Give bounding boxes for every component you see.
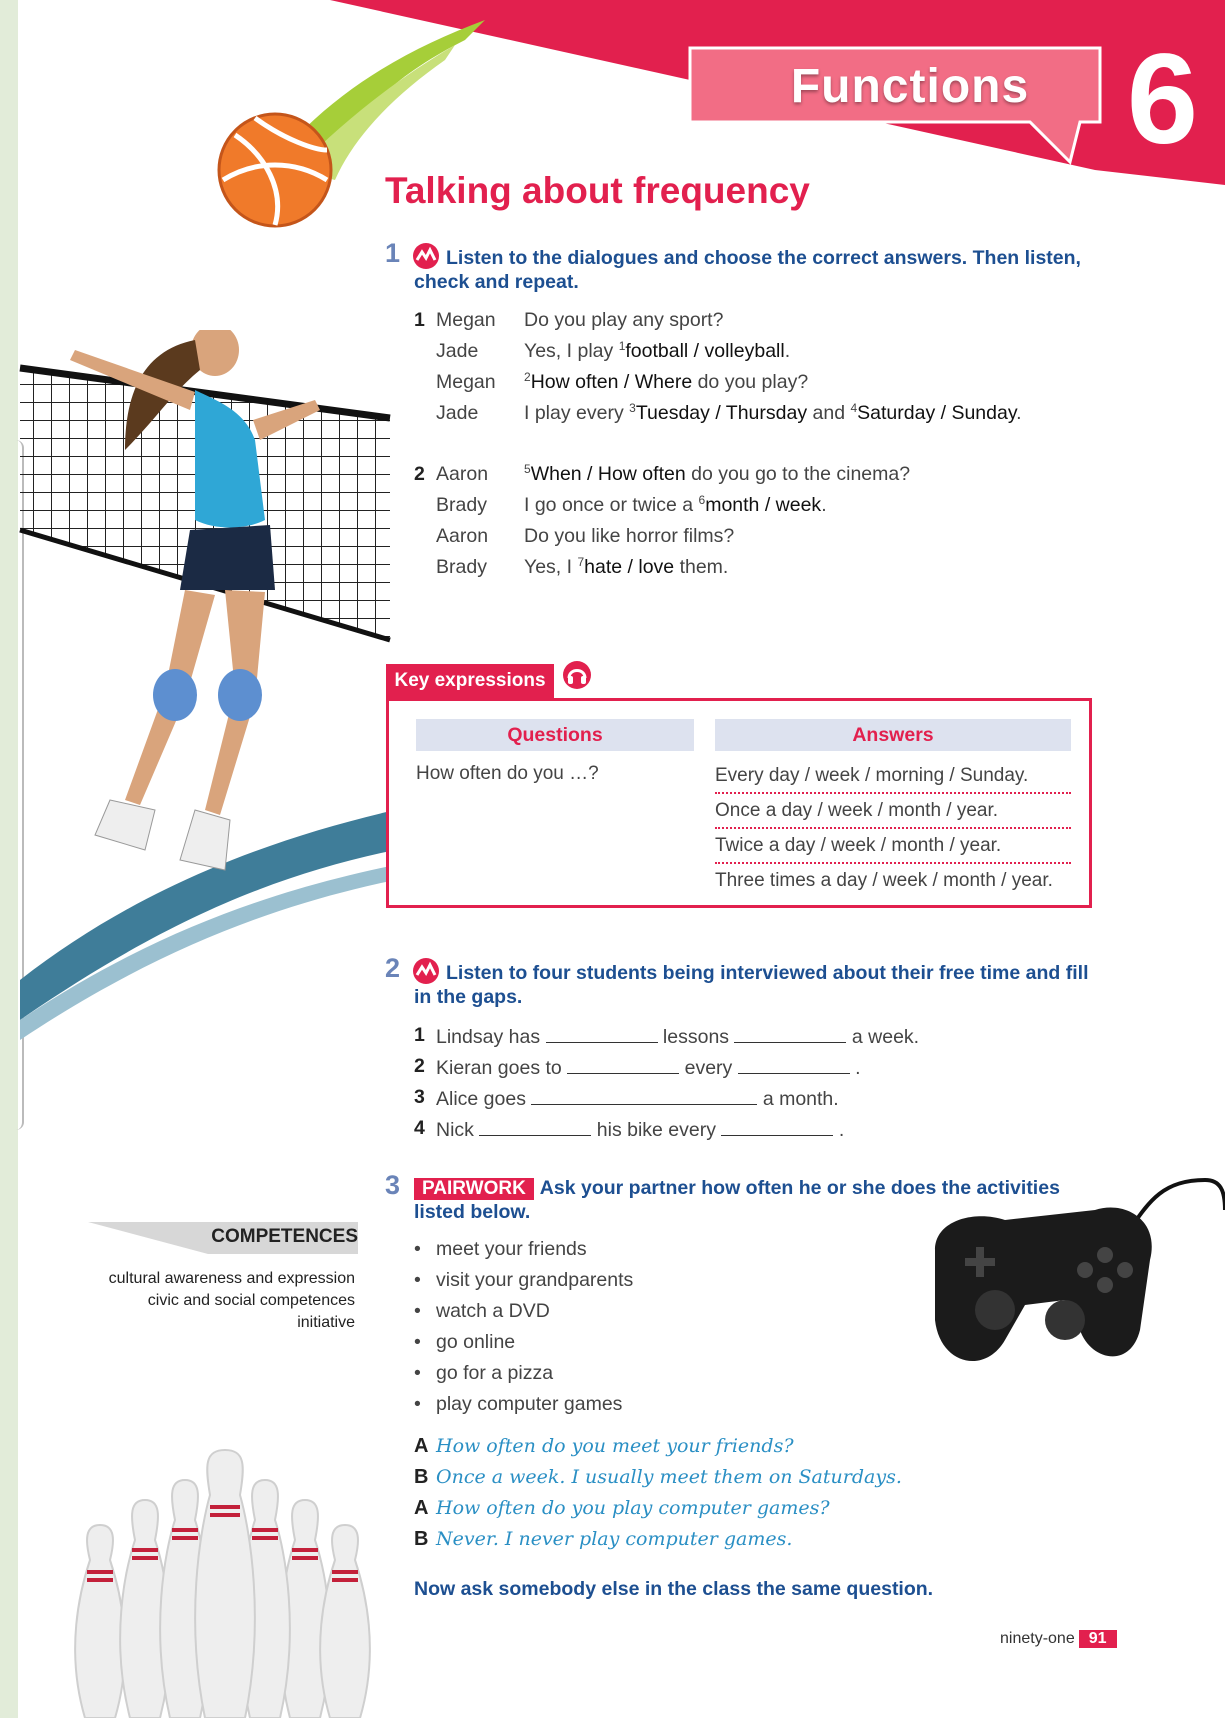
exercise-2-instruction: Listen to four students being interviewed about their free time and fill in the gaps.	[414, 962, 1089, 1008]
line-text: Do you like horror films?	[524, 525, 735, 547]
line-connector: and	[807, 402, 851, 424]
line-text: Do you play any sport?	[524, 309, 724, 331]
answer-options[interactable]: month / week	[705, 494, 822, 516]
blank-field[interactable]	[734, 1024, 846, 1043]
dialogue-line	[414, 494, 1074, 525]
activity-item: • watch a DVD	[414, 1300, 550, 1322]
dialogue-line	[414, 309, 1074, 340]
speaker: A	[414, 1497, 429, 1519]
speaker: Megan	[436, 309, 496, 331]
speaker: Aaron	[436, 463, 489, 485]
competence-item: initiative	[297, 1314, 355, 1331]
gap-number: 1	[618, 339, 626, 353]
activity-text: play computer games	[436, 1393, 623, 1415]
conversation-line	[414, 1466, 1054, 1497]
exercise-3-number: 3	[385, 1170, 401, 1200]
line-text	[524, 556, 728, 579]
item-text: a month.	[762, 1088, 839, 1110]
speaker: Megan	[436, 371, 496, 393]
unit-number: 6	[1126, 28, 1199, 171]
blank-field[interactable]	[531, 1086, 757, 1105]
gap-number: 6	[698, 493, 706, 507]
question-expression: How often do you …?	[416, 763, 599, 784]
item-text: Alice goes	[436, 1088, 526, 1110]
page-word: ninety-one	[1000, 1630, 1075, 1647]
line-text: Once a week. I usually meet them on Saturdays.	[436, 1466, 902, 1488]
item-number: 1	[414, 1024, 425, 1046]
activities-list	[414, 1238, 834, 1424]
competence-item: civic and social competences	[147, 1292, 355, 1309]
line-text: How often do you meet your friends?	[436, 1435, 794, 1457]
gap-fill-item	[414, 1024, 1074, 1055]
answer-expression: Three times a day / week / month / year.	[715, 870, 1053, 891]
unit-title: Functions	[790, 60, 1030, 113]
activity-text: go online	[436, 1331, 516, 1353]
item-text: Lindsay has	[436, 1026, 541, 1048]
answer-expression: Twice a day / week / month / year.	[715, 829, 1071, 864]
line-suffix: .	[821, 494, 827, 516]
item-number: 4	[414, 1117, 425, 1139]
gap-fill-item	[414, 1117, 1074, 1148]
item-text: Kieran goes to	[436, 1057, 562, 1079]
activity-text: watch a DVD	[436, 1300, 550, 1322]
questions-header: Questions	[416, 719, 694, 751]
line-text	[524, 402, 1022, 425]
conversation-line	[414, 1497, 1054, 1528]
line-text: Never. I never play computer games.	[436, 1528, 793, 1550]
blank-field[interactable]	[567, 1055, 679, 1074]
volleyball-player-illustration	[15, 330, 395, 1060]
instruction-text: Ask your partner how often he or she does the activities listed below.	[414, 1177, 1060, 1223]
speaker: Aaron	[436, 525, 489, 547]
speaker: Brady	[436, 494, 487, 516]
competences-title: COMPETENCES	[211, 1226, 358, 1247]
blank-field[interactable]	[479, 1117, 591, 1136]
dialogue-line	[414, 402, 1074, 433]
line-prefix: Yes, I	[524, 556, 578, 578]
line-text	[524, 463, 910, 486]
gap-fill-list	[414, 1024, 1074, 1148]
section-title: Talking about frequency	[385, 170, 810, 211]
dialogue-number: 2	[414, 463, 425, 485]
gap-fill-item	[414, 1086, 1074, 1117]
speaker: B	[414, 1528, 429, 1550]
dialogue-2	[414, 463, 1074, 587]
item-text: his bike every	[596, 1119, 716, 1141]
speaker: B	[414, 1466, 429, 1488]
final-instruction: Now ask somebody else in the class the same question.	[414, 1578, 934, 1600]
gap-number: 4	[850, 401, 858, 415]
headphones-icon[interactable]	[562, 660, 592, 690]
answer-options[interactable]: How often / Where	[530, 371, 693, 393]
blank-field[interactable]	[721, 1117, 833, 1136]
activity-item: • meet your friends	[414, 1238, 587, 1260]
activity-item: • go for a pizza	[414, 1362, 554, 1384]
dialogue-line	[414, 340, 1074, 371]
page-number: 91	[1079, 1630, 1117, 1648]
speaker: A	[414, 1435, 429, 1457]
pairwork-badge: PAIRWORK	[414, 1178, 534, 1200]
activity-item: • go online	[414, 1331, 516, 1353]
activity-item: • visit your grandparents	[414, 1269, 634, 1291]
dialogue-line	[414, 525, 1074, 556]
dialogue-1	[414, 309, 1074, 433]
key-expressions-box	[386, 698, 1092, 908]
dialogue-line	[414, 371, 1074, 402]
competence-item: cultural awareness and expression	[108, 1270, 355, 1287]
gap-number: 5	[524, 462, 531, 476]
activity-text: meet your friends	[436, 1238, 587, 1260]
activity-item: • play computer games	[414, 1393, 623, 1415]
speaker: Brady	[436, 556, 487, 578]
key-expressions-label: Key expressions	[386, 664, 554, 698]
exercise-1-instruction: Listen to the dialogues and choose the correct answers. Then listen, check and repeat.	[414, 247, 1081, 293]
gap-fill-item	[414, 1055, 1074, 1086]
blank-field[interactable]	[738, 1055, 850, 1074]
game-controller-illustration	[915, 1170, 1225, 1400]
competences-list	[100, 1268, 355, 1334]
speaker: Jade	[436, 402, 479, 424]
item-text: every	[684, 1057, 733, 1079]
answer-expression: Once a day / week / month / year.	[715, 794, 1071, 829]
conversation-line	[414, 1528, 1054, 1559]
exercise-1-number: 1	[385, 238, 401, 268]
answer-options[interactable]: When / How often	[530, 463, 686, 485]
answer-expression: Every day / week / morning / Sunday.	[715, 759, 1071, 794]
item-text: lessons	[662, 1026, 730, 1048]
answer-options[interactable]: Saturday / Sunday	[857, 402, 1017, 424]
line-text	[524, 340, 790, 363]
answer-options[interactable]: Tuesday / Thursday	[635, 402, 808, 424]
exercise-2-number: 2	[385, 953, 401, 983]
activity-text: visit your grandparents	[436, 1269, 634, 1291]
line-text: How often do you play computer games?	[436, 1497, 830, 1519]
answer-options[interactable]: hate / love	[584, 556, 675, 578]
item-number: 2	[414, 1055, 425, 1077]
line-prefix: I play every	[524, 402, 630, 424]
activity-text: go for a pizza	[436, 1362, 554, 1384]
item-text: .	[855, 1057, 861, 1079]
item-text: a week.	[851, 1026, 920, 1048]
line-text	[524, 371, 808, 394]
line-text	[524, 494, 827, 517]
line-suffix: them.	[674, 556, 729, 578]
line-suffix: .	[784, 340, 791, 362]
bowling-pins-illustration	[55, 1430, 385, 1718]
dialogue-line	[414, 556, 1074, 587]
speaker: Jade	[436, 340, 479, 362]
dialogue-number: 1	[414, 309, 425, 331]
item-number: 3	[414, 1086, 425, 1108]
page-footer	[1000, 1630, 1117, 1654]
gap-number: 7	[577, 555, 585, 569]
line-prefix: Yes, I play	[524, 340, 619, 362]
dialogue-line	[414, 463, 1074, 494]
gap-number: 3	[629, 401, 636, 415]
item-text: .	[838, 1119, 845, 1141]
line-suffix: .	[1016, 402, 1022, 424]
answer-options[interactable]: football / volleyball	[625, 340, 785, 362]
blank-field[interactable]	[546, 1024, 658, 1043]
conversation-line	[414, 1435, 1054, 1466]
model-conversation	[414, 1435, 1054, 1559]
item-text: Nick	[436, 1119, 474, 1141]
answers-header: Answers	[715, 719, 1071, 751]
answers-list	[715, 759, 1071, 897]
gap-number: 2	[524, 370, 531, 384]
line-suffix: do you go to the cinema?	[685, 463, 911, 485]
line-suffix: do you play?	[692, 371, 809, 393]
line-prefix: I go once or twice a	[524, 494, 699, 516]
